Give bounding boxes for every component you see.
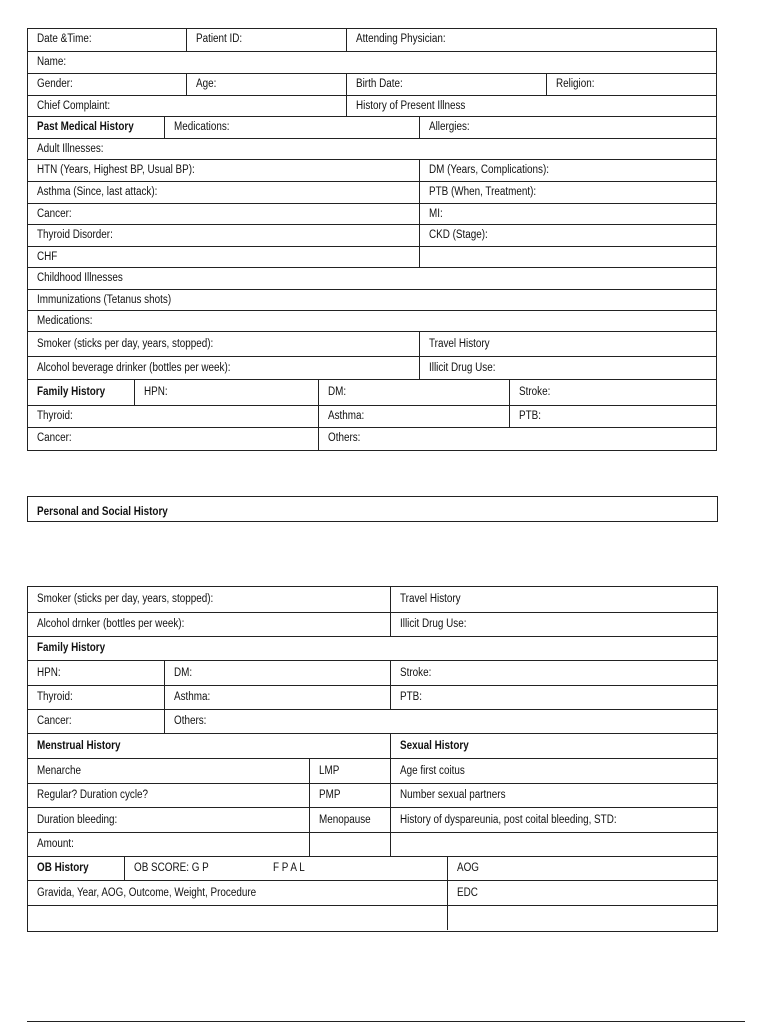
field-label: Allergies: <box>429 121 470 134</box>
field-label: Medications: <box>37 314 93 327</box>
duration-bleeding-field[interactable] <box>28 808 309 833</box>
field-label: Family History <box>37 642 106 655</box>
field-label: Gravida, Year, AOG, Outcome, Weight, Procedure <box>37 886 257 899</box>
field-label: Asthma: <box>174 691 211 704</box>
field-label: Attending Physician: <box>356 33 446 46</box>
field-label: Childhood Illnesses <box>37 272 123 285</box>
field-label: Alcohol drnker (bottles per week): <box>37 618 185 631</box>
patient-id-field[interactable] <box>186 29 346 51</box>
field-label: Menstrual History <box>37 739 121 752</box>
field-label: Chief Complaint: <box>37 99 111 112</box>
field-label: Date &Time: <box>37 33 92 46</box>
ob-score-fpal-field[interactable] <box>264 857 447 881</box>
field-label: Thyroid: <box>37 691 73 704</box>
field-label: Patient ID: <box>196 33 243 46</box>
field-label: Alcohol beverage drinker (bottles per week): <box>37 361 231 374</box>
menstrual-history-heading[interactable] <box>28 734 390 759</box>
medications-field[interactable] <box>164 117 419 139</box>
field-label: Smoker (sticks per day, years, stopped): <box>37 337 214 350</box>
regular-cycle-field[interactable] <box>28 784 309 808</box>
pmp-field[interactable] <box>309 784 390 808</box>
blank-field[interactable] <box>447 906 717 930</box>
form-row <box>28 405 716 428</box>
form-row <box>28 636 717 661</box>
field-label: Gender: <box>37 78 73 91</box>
ob-history-heading[interactable] <box>28 857 124 881</box>
asthma-field[interactable] <box>164 686 390 710</box>
blank-field[interactable] <box>419 247 716 268</box>
form-row <box>28 709 717 734</box>
social-family-ob-history-form <box>27 586 718 932</box>
ptb-field[interactable] <box>509 406 716 428</box>
ptb-field[interactable] <box>419 182 716 204</box>
field-label: Travel History <box>400 592 461 605</box>
form-row <box>28 267 716 290</box>
form-row <box>28 832 717 857</box>
form-row <box>28 246 716 268</box>
ob-score-field[interactable] <box>124 857 264 881</box>
lmp-field[interactable] <box>309 759 390 784</box>
field-label: Religion: <box>556 78 595 91</box>
field-label: CHF <box>37 250 58 263</box>
field-label: Others: <box>174 715 207 728</box>
medications-field[interactable] <box>28 311 716 332</box>
field-label: History of Present Illness <box>356 99 466 112</box>
sexual-partners-field[interactable] <box>390 784 717 808</box>
cancer-field[interactable] <box>28 204 419 225</box>
dm-field[interactable] <box>419 160 716 182</box>
form-row <box>28 224 716 247</box>
family-history-heading[interactable] <box>28 380 134 406</box>
patient-history-form <box>27 28 717 451</box>
thyroid-field[interactable] <box>28 406 318 428</box>
form-row <box>28 116 716 139</box>
chief-complaint-field[interactable] <box>28 96 346 117</box>
others-field[interactable] <box>318 428 716 450</box>
stroke-field[interactable] <box>390 661 717 686</box>
field-label: Menarche <box>37 764 81 777</box>
immunizations-field[interactable] <box>28 290 716 311</box>
cancer-field[interactable] <box>28 710 164 734</box>
sexual-history-heading[interactable] <box>390 734 717 759</box>
field-label: Past Medical History <box>37 121 134 134</box>
form-row <box>28 660 717 686</box>
form-row <box>28 203 716 225</box>
field-label: Thyroid: <box>37 410 73 423</box>
form-row <box>28 880 717 906</box>
stroke-field[interactable] <box>509 380 716 406</box>
ckd-field[interactable] <box>419 225 716 247</box>
field-label: Amount: <box>37 838 74 851</box>
field-label: Travel History <box>429 337 490 350</box>
field-label: Family History <box>37 386 106 399</box>
form-row <box>28 95 716 117</box>
family-history-heading[interactable] <box>28 637 717 661</box>
religion-field[interactable] <box>546 74 716 96</box>
field-label: HPN: <box>144 386 168 399</box>
field-label: Regular? Duration cycle? <box>37 789 149 802</box>
field-label: Sexual History <box>400 739 469 752</box>
smoker-field[interactable] <box>28 332 419 357</box>
field-label: Adult Illnesses: <box>37 142 104 155</box>
field-label: Others: <box>328 432 361 445</box>
field-label: AOG <box>457 862 479 875</box>
form-row <box>28 310 716 332</box>
form-row <box>28 856 717 881</box>
field-label: CKD (Stage): <box>429 229 488 242</box>
field-label: Cancer: <box>37 432 72 445</box>
illicit-drug-use-field[interactable] <box>390 613 717 637</box>
form-row <box>28 427 716 450</box>
hpn-field[interactable] <box>134 380 318 406</box>
dm-field[interactable] <box>318 380 509 406</box>
age-first-coitus-field[interactable] <box>390 759 717 784</box>
field-label: Name: <box>37 56 67 69</box>
field-label: Asthma: <box>328 410 365 423</box>
smoker-field[interactable] <box>28 587 390 612</box>
field-label: Illicit Drug Use: <box>429 361 496 374</box>
field-label: DM: <box>174 666 193 679</box>
menarche-field[interactable] <box>28 759 309 784</box>
field-label: Thyroid Disorder: <box>37 229 113 242</box>
field-label: Duration bleeding: <box>37 813 118 826</box>
form-row <box>28 612 717 637</box>
field-label: PMP <box>319 789 341 802</box>
field-label: Birth Date: <box>356 78 403 91</box>
form-row <box>28 356 716 380</box>
field-label: Medications: <box>174 121 230 134</box>
form-row <box>28 73 716 96</box>
ptb-field[interactable] <box>390 686 717 710</box>
field-label: HTN (Years, Highest BP, Usual BP): <box>37 164 195 177</box>
field-label: Stroke: <box>400 666 432 679</box>
form-row <box>28 733 717 759</box>
alcohol-field[interactable] <box>28 613 390 637</box>
field-label: EDC <box>457 886 478 899</box>
field-label: Age: <box>196 78 217 91</box>
form-row <box>28 289 716 311</box>
illicit-drug-use-field[interactable] <box>419 357 716 380</box>
field-label: MI: <box>429 207 443 220</box>
blank-field[interactable] <box>28 906 447 930</box>
field-label: PTB (When, Treatment): <box>429 186 537 199</box>
gender-field[interactable] <box>28 74 186 96</box>
form-row <box>28 51 716 74</box>
field-label: Immunizations (Tetanus shots) <box>37 293 172 306</box>
thyroid-disorder-field[interactable] <box>28 225 419 247</box>
form-row <box>28 379 716 406</box>
personal-social-history-section <box>27 496 718 522</box>
travel-history-field[interactable] <box>419 332 716 357</box>
form-row <box>28 783 717 808</box>
field-label: LMP <box>319 764 340 777</box>
form-row <box>28 587 717 612</box>
field-label: History of dyspareunia, post coital bleeding, STD: <box>400 813 617 826</box>
adult-illnesses-label[interactable] <box>28 139 716 160</box>
dyspareunia-std-field[interactable] <box>390 808 717 833</box>
bottom-form-edge <box>27 1021 745 1025</box>
gravida-history-field[interactable] <box>28 881 447 906</box>
form-row <box>28 807 717 833</box>
field-label: PTB: <box>519 410 541 423</box>
date-time-field[interactable] <box>28 29 186 51</box>
field-label: OB History <box>37 862 89 875</box>
field-label: Smoker (sticks per day, years, stopped): <box>37 592 214 605</box>
form-row <box>28 159 716 182</box>
field-label: Cancer: <box>37 207 72 220</box>
blank-field[interactable] <box>390 833 717 857</box>
name-field[interactable] <box>28 52 716 74</box>
field-label: Stroke: <box>519 386 551 399</box>
field-label: DM (Years, Complications): <box>429 164 550 177</box>
asthma-field[interactable] <box>318 406 509 428</box>
personal-social-header-row <box>28 497 717 523</box>
field-label: Menopause <box>319 813 371 826</box>
birth-date-field[interactable] <box>346 74 546 96</box>
edc-field[interactable] <box>447 881 717 906</box>
field-label: F P A L <box>273 862 305 875</box>
field-label: HPN: <box>37 666 61 679</box>
travel-history-field[interactable] <box>390 587 717 612</box>
hpn-field[interactable] <box>28 661 164 686</box>
field-label: OB SCORE: G P <box>134 862 209 875</box>
form-row <box>28 685 717 710</box>
aog-field[interactable] <box>447 857 717 881</box>
childhood-illnesses-label[interactable] <box>28 268 716 290</box>
field-label: Cancer: <box>37 715 72 728</box>
form-row <box>28 29 716 51</box>
chf-field[interactable] <box>28 247 419 268</box>
form-row <box>28 138 716 160</box>
form-row <box>28 905 717 930</box>
amount-field[interactable] <box>28 833 309 857</box>
blank-field[interactable] <box>309 833 390 857</box>
menopause-field[interactable] <box>309 808 390 833</box>
field-label: Age first coitus <box>400 764 465 777</box>
history-present-illness-field[interactable] <box>346 96 716 117</box>
mi-field[interactable] <box>419 204 716 225</box>
personal-social-title: Personal and Social History <box>37 506 168 519</box>
field-label: PTB: <box>400 691 422 704</box>
alcohol-field[interactable] <box>28 357 419 380</box>
attending-physician-field[interactable] <box>346 29 716 51</box>
dm-field[interactable] <box>164 661 390 686</box>
field-label: Illicit Drug Use: <box>400 618 467 631</box>
form-row <box>28 331 716 357</box>
field-label: Asthma (Since, last attack): <box>37 186 158 199</box>
form-row <box>28 181 716 204</box>
field-label: Number sexual partners <box>400 789 506 802</box>
allergies-field[interactable] <box>419 117 716 139</box>
cancer-field[interactable] <box>28 428 318 450</box>
htn-field[interactable] <box>28 160 419 182</box>
others-field[interactable] <box>164 710 717 734</box>
field-label: DM: <box>328 386 347 399</box>
thyroid-field[interactable] <box>28 686 164 710</box>
form-row <box>28 758 717 784</box>
past-medical-history-heading[interactable] <box>28 117 164 139</box>
age-field[interactable] <box>186 74 346 96</box>
asthma-field[interactable] <box>28 182 419 204</box>
